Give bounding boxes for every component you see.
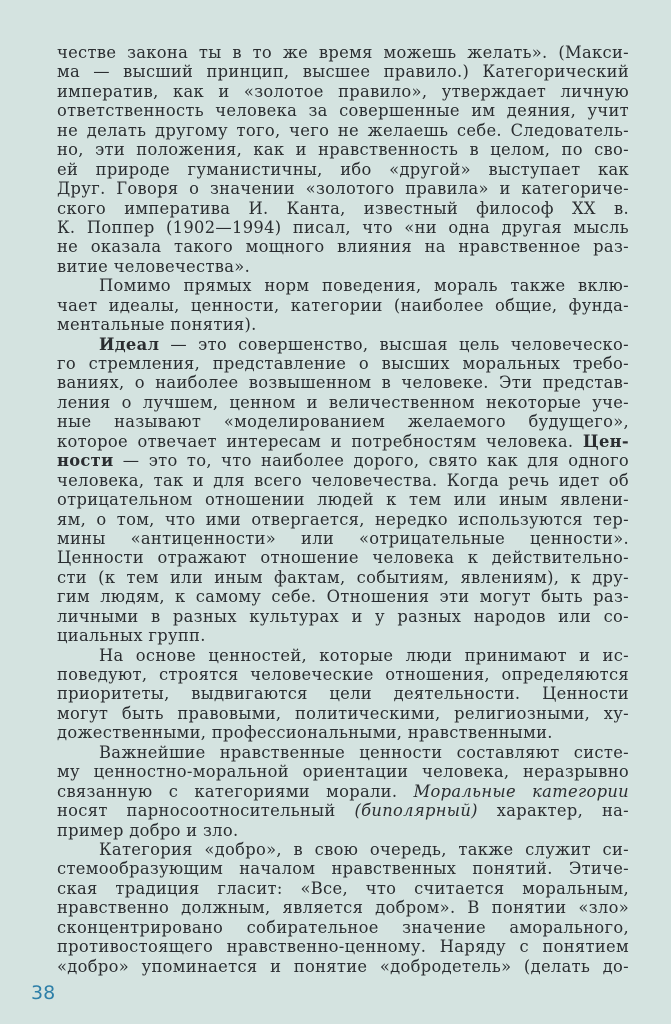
text-line bbox=[57, 471, 629, 490]
text-line bbox=[57, 879, 629, 898]
text-segment: Помимо прямых норм поведения, мораль также вклю- bbox=[99, 276, 629, 296]
text-segment: связанную с категориями морали. bbox=[57, 781, 414, 801]
text-segment: пример добро и зло. bbox=[57, 820, 239, 840]
text-line bbox=[57, 801, 629, 820]
text-line bbox=[57, 490, 629, 509]
text-segment: ментальные понятия). bbox=[57, 315, 257, 335]
text-line bbox=[57, 529, 629, 548]
text-line bbox=[57, 218, 629, 237]
text-line bbox=[57, 937, 629, 956]
text-segment: ответственность человека за совершенные им деяния, учит bbox=[57, 101, 629, 121]
text-line bbox=[57, 451, 629, 470]
text-line bbox=[57, 626, 629, 645]
text-line bbox=[57, 840, 629, 859]
text-line bbox=[57, 607, 629, 626]
text-segment: честве закона ты в то же время можешь желать». (Макси- bbox=[57, 43, 629, 62]
text-line bbox=[57, 373, 629, 392]
term-italic: Моральные категории bbox=[413, 781, 629, 801]
text-segment: витие человечества». bbox=[57, 256, 251, 276]
term-bold: Цен- bbox=[582, 431, 629, 451]
text-segment: «добро» упоминается и понятие «добродетель» (делать до- bbox=[57, 956, 629, 976]
text-segment: приоритеты, выдвигаются цели деятельности. Ценности bbox=[57, 684, 629, 704]
text-line bbox=[57, 548, 629, 567]
text-line bbox=[57, 432, 629, 451]
text-segment: — это то, что наиболее дорого, свято как для одного bbox=[113, 451, 629, 471]
text-segment: ская традиция гласит: «Все, что считается моральным, bbox=[57, 878, 629, 898]
text-segment: му ценностно-моральной ориентации человека, неразрывно bbox=[57, 762, 629, 782]
text-line bbox=[57, 743, 629, 762]
text-segment: отрицательном отношении людей к тем или иным явлени- bbox=[57, 490, 629, 510]
text-segment: К. Поппер (1902—1994) писал, что «ни одна другая мысль bbox=[57, 217, 629, 237]
text-segment: го стремления, представление о высших моральных требо- bbox=[57, 354, 629, 373]
text-segment: личными в разных культурах и у разных народов или со- bbox=[57, 606, 629, 626]
text-segment: нравственно должным, является добром». В понятии «зло» bbox=[57, 898, 629, 918]
text-segment: Ценности отражают отношение человека к действительно- bbox=[57, 548, 629, 568]
text-line bbox=[57, 587, 629, 606]
text-line bbox=[57, 160, 629, 179]
text-segment: поведуют, строятся человеческие отношения, определяются bbox=[57, 665, 629, 684]
text-segment: ления о лучшем, ценном и величественном некоторые уче- bbox=[57, 392, 629, 412]
text-line bbox=[57, 821, 629, 840]
text-segment: ского императива И. Канта, известный философ XX в. bbox=[57, 198, 629, 218]
text-segment: чает идеалы, ценности, категории (наиболее общие, фунда- bbox=[57, 295, 629, 315]
text-line bbox=[57, 859, 629, 878]
text-segment: но, эти положения, как и нравственность в целом, по сво- bbox=[57, 140, 629, 160]
text-segment: противостоящего нравственно-ценному. Наряду с понятием bbox=[57, 937, 629, 957]
text-segment: ваниях, о наиболее возвышенном в человеке. Эти представ- bbox=[57, 373, 629, 393]
text-line bbox=[57, 898, 629, 917]
text-line bbox=[57, 393, 629, 412]
text-line bbox=[57, 684, 629, 703]
body-text bbox=[57, 43, 629, 976]
text-segment: Категория «добро», в свою очередь, также служит си- bbox=[99, 839, 629, 859]
page-number: 38 bbox=[31, 982, 56, 1004]
text-line bbox=[57, 510, 629, 529]
text-segment: На основе ценностей, которые люди принимают и ис- bbox=[99, 645, 629, 665]
text-segment: не оказала такого мощного влияния на нравственное раз- bbox=[57, 237, 629, 257]
text-line bbox=[57, 918, 629, 937]
text-line bbox=[57, 43, 629, 62]
text-line bbox=[57, 412, 629, 431]
text-line bbox=[57, 315, 629, 334]
text-line bbox=[57, 665, 629, 684]
text-line bbox=[57, 957, 629, 976]
text-line bbox=[57, 101, 629, 120]
text-segment: ей природе гуманистичны, ибо «другой» выступает как bbox=[57, 159, 629, 179]
text-segment: стемообразующим началом нравственных понятий. Этиче- bbox=[57, 859, 629, 879]
text-segment: которое отвечает интересам и потребностям человека. bbox=[57, 431, 583, 451]
text-segment: ные называют «моделированием желаемого будущего», bbox=[57, 412, 629, 432]
text-line bbox=[57, 704, 629, 723]
text-line bbox=[57, 82, 629, 101]
text-segment: сти (к тем или иным фактам, событиям, явлениям), к дру- bbox=[57, 567, 629, 587]
text-line bbox=[57, 276, 629, 295]
text-line bbox=[57, 296, 629, 315]
text-segment: ям, о том, что ими отвергается, нередко используются тер- bbox=[57, 509, 629, 529]
text-line bbox=[57, 762, 629, 781]
text-segment: дожественными, профессиональными, нравственными. bbox=[57, 723, 553, 743]
text-line bbox=[57, 121, 629, 140]
text-line bbox=[57, 179, 629, 198]
text-line bbox=[57, 354, 629, 373]
text-segment: человека, так и для всего человечества. Когда речь идет об bbox=[57, 470, 629, 490]
text-line bbox=[57, 568, 629, 587]
term-italic: (биполярный) bbox=[354, 801, 478, 821]
text-line bbox=[57, 199, 629, 218]
text-segment: — это совершенство, высшая цель человеческо- bbox=[159, 334, 629, 354]
text-line bbox=[57, 140, 629, 159]
text-segment: характер, на- bbox=[477, 801, 629, 821]
text-segment: сконцентрировано собирательное значение аморального, bbox=[57, 917, 629, 937]
text-segment: гим людям, к самому себе. Отношения эти могут быть раз- bbox=[57, 587, 629, 607]
text-line bbox=[57, 782, 629, 801]
text-segment: Важнейшие нравственные ценности составляют систе- bbox=[99, 742, 629, 762]
text-line bbox=[57, 237, 629, 256]
text-line bbox=[57, 62, 629, 81]
text-segment: циальных групп. bbox=[57, 626, 206, 646]
text-segment: могут быть правовыми, политическими, религиозными, ху- bbox=[57, 703, 629, 723]
text-line bbox=[57, 335, 629, 354]
text-segment: Друг. Говоря о значении «золотого правила» и категориче- bbox=[57, 179, 629, 199]
text-line bbox=[57, 723, 629, 742]
text-segment: ма — высший принцип, высшее правило.) Категорический bbox=[57, 62, 629, 82]
text-segment: носят парносоотносительный bbox=[57, 801, 355, 821]
text-segment: мины «антиценности» или «отрицательные ценности». bbox=[57, 528, 629, 548]
term-bold: Идеал bbox=[99, 334, 160, 354]
text-segment: императив, как и «золотое правило», утверждает личную bbox=[57, 81, 629, 101]
text-segment: не делать другому того, чего не желаешь себе. Следователь- bbox=[57, 120, 629, 140]
term-bold: ности bbox=[57, 451, 114, 471]
text-line bbox=[57, 257, 629, 276]
text-line bbox=[57, 646, 629, 665]
